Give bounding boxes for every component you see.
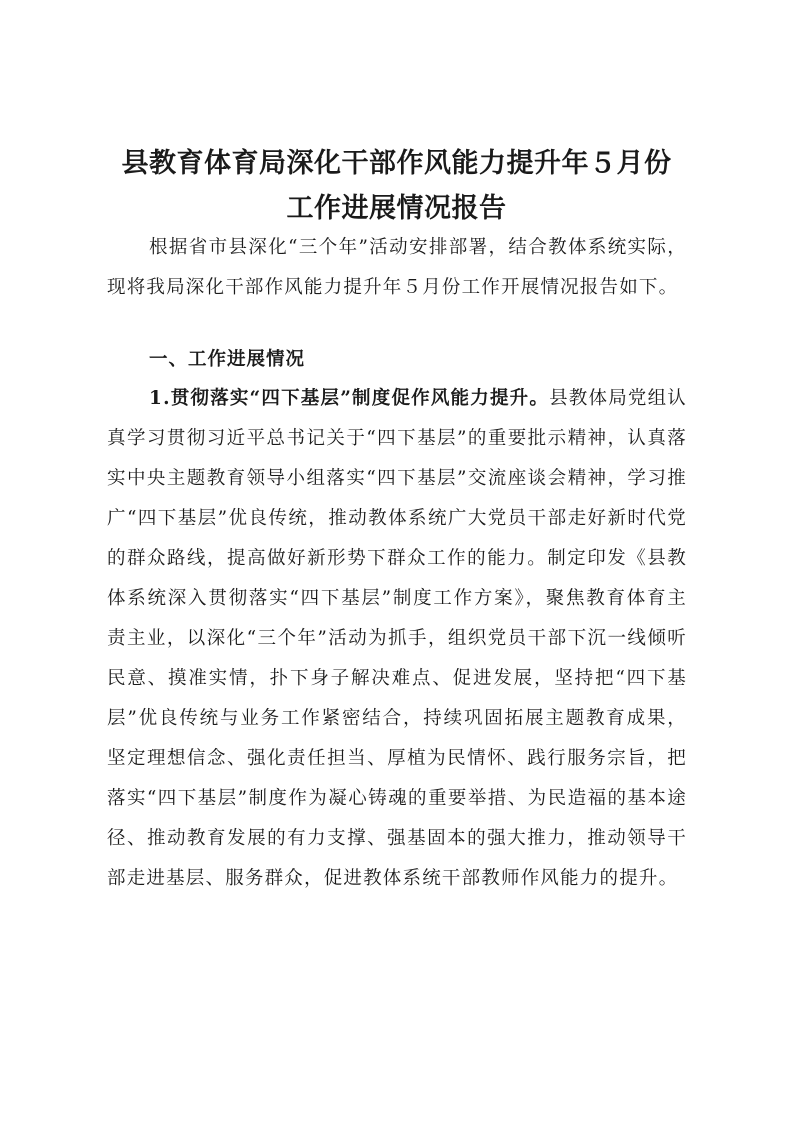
- paragraph-1-body: 县教体局党组认真学习贯彻习近平总书记关于“四下基层”的重要批示精神，认真落实中央主题教育领导小组落实“四下基层”交流座谈会精神，学习推广“四下基层”优良传统，推动教体系统广大党员干部走好新时代党的群众路线，提高做好新形势下群众工作的能力。制定印发《县教体系统深入贯彻落实“四下基层”制度工作方案》，聚焦教育体育主责主业，以深化“三个年”活动为抓手，组织党员干部下沉一线倾听民意、摸准实情，扑下身子解决难点、促进发展，坚持把“四下基层”优良传统与业务工作紧密结合，持续巩固拓展主题教育成果，坚定理想信念、强化责任担当、厚植为民情怀、践行服务宗旨，把落实“四下基层”制度作为凝心铸魂的重要举措、为民造福的基本途径、推动教育发展的有力支撑、强基固本的强大推力，推动领导干部走进基层、服务群众，促进教体系统干部教师作风能力的提升。: [107, 388, 687, 889]
- paragraph-1-lead: 1.贯彻落实“四下基层”制度促作风能力提升。: [149, 388, 550, 409]
- intro-paragraph: 根据省市县深化“三个年”活动安排部署，结合教体系统实际，现将我局深化干部作风能力提升年５月份工作开展情况报告如下。: [107, 237, 687, 298]
- document-title-line-1: 县教育体育局深化干部作风能力提升年５月份: [121, 148, 672, 179]
- document-title-line-2: 工作进展情况报告: [286, 193, 507, 224]
- paragraph-1: [107, 379, 687, 899]
- section-heading-1: 一、工作进展情况: [149, 349, 306, 370]
